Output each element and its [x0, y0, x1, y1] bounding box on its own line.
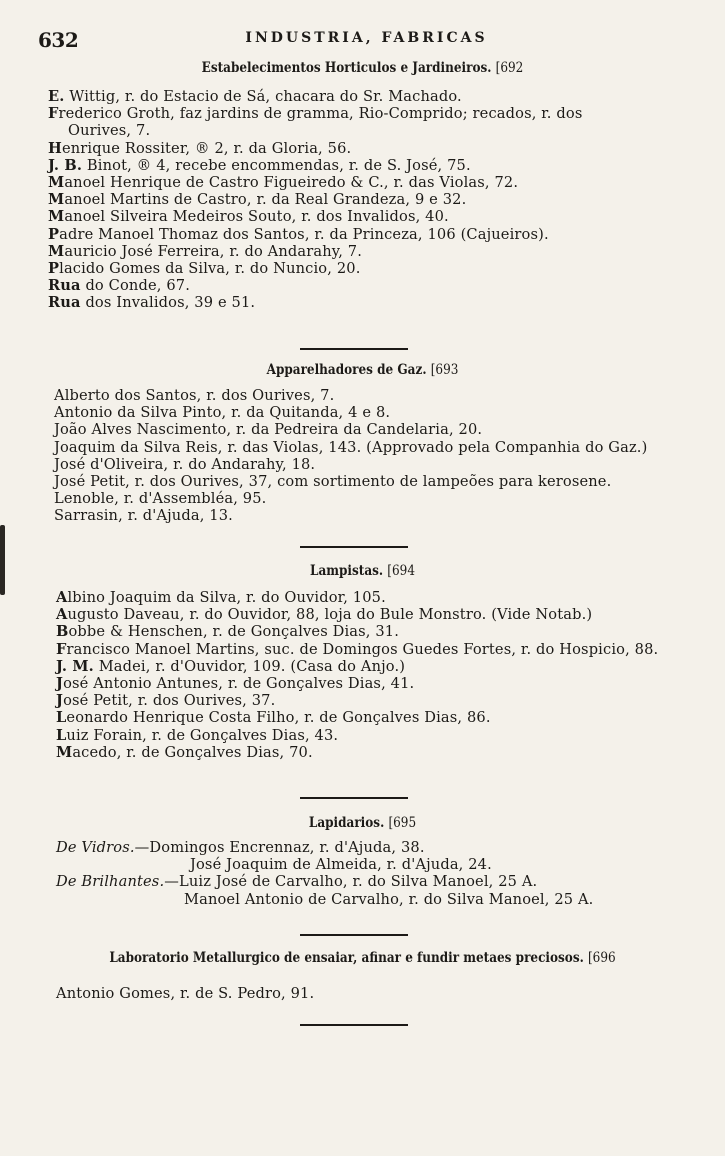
- list-item: [56, 589, 693, 606]
- entry-text: anoel Martins de Castro, r. da Real Grandeza, 9 e 32.: [64, 191, 467, 209]
- entry-text: obbe & Henschen, r. de Gonçalves Dias, 31.: [68, 623, 400, 641]
- entry-lead: L: [56, 709, 67, 727]
- section-entries-696: [56, 985, 693, 1002]
- section-title: Lapidarios.: [308, 815, 385, 831]
- entry-text: osé Antonio Antunes, r. de Gonçalves Dias, 41.: [63, 675, 415, 693]
- section-number: [693: [430, 362, 459, 378]
- section-number: [694: [387, 563, 415, 579]
- page-number: 632: [38, 28, 79, 52]
- entry-lead: A: [56, 589, 68, 606]
- list-item: [56, 675, 693, 692]
- entry-lead: F: [48, 105, 59, 123]
- list-item: [48, 226, 693, 243]
- entry-text: rederico Groth, faz jardins de gramma, Rio-Comprido; recados, r. dos: [58, 105, 583, 123]
- entry-text: Antonio Gomes, r. de S. Pedro, 91.: [56, 985, 315, 1002]
- section-heading-692: [51, 60, 675, 76]
- entry-text: Antonio da Silva Pinto, r. da Quitanda, 4 e 8.: [54, 404, 391, 422]
- entry-text: Lenoble, r. d'Assembléa, 95.: [54, 490, 267, 508]
- entry-lead: M: [48, 242, 65, 260]
- section-heading-693: [51, 362, 675, 378]
- binding-mark: [0, 525, 5, 595]
- list-item: [48, 277, 693, 294]
- list-item: [48, 260, 693, 277]
- entry-lead: M: [48, 174, 65, 192]
- entry-text: Alberto dos Santos, r. dos Ourives, 7.: [54, 387, 335, 404]
- entry-lead: H: [48, 139, 62, 157]
- section-entries-693: [54, 387, 693, 525]
- entry-lead: P: [48, 225, 60, 243]
- list-item: [54, 507, 693, 524]
- entry-text: anoel Silveira Medeiros Souto, r. dos Invalidos, 40.: [64, 208, 449, 226]
- section-number: [695: [388, 815, 417, 831]
- list-item: [54, 404, 693, 421]
- entry-text: João Alves Nascimento, r. da Pedreira da Candelaria, 20.: [54, 421, 483, 439]
- entry-text: adre Manoel Thomaz dos Santos, r. da Princeza, 106 (Cajueiros).: [59, 225, 549, 243]
- section-number: [692: [495, 60, 524, 76]
- list-item: [56, 658, 693, 675]
- section-entries-692: [48, 88, 693, 312]
- list-item: De Vidros.—Domingos Encrennaz, r. d'Ajuda, 38.: [56, 839, 425, 856]
- section-divider: [300, 934, 408, 936]
- entry-lead: Rua: [48, 277, 81, 295]
- entry-text: rancisco Manoel Martins, suc. de Domingos Guedes Fortes, r. do Hospicio, 88.: [66, 640, 659, 658]
- entry-text: Ourives, 7.: [68, 122, 151, 140]
- entry-text: anoel Henrique de Castro Figueiredo & C., r. das Violas, 72.: [64, 174, 519, 192]
- list-item: [48, 140, 693, 157]
- entry-lead: E.: [48, 88, 65, 105]
- section-heading-695: [51, 815, 675, 831]
- entry-text: lbino Joaquim da Silva, r. do Ouvidor, 105.: [67, 589, 386, 606]
- entry-text: uiz Forain, r. de Gonçalves Dias, 43.: [66, 726, 339, 744]
- list-item: [56, 744, 693, 761]
- entry-lead: B: [56, 623, 69, 641]
- list-item: [56, 641, 693, 658]
- list-item: [56, 623, 693, 640]
- list-item: De Brilhantes.—Luiz José de Carvalho, r. do Silva Manoel, 25 A.: [56, 873, 538, 891]
- section-divider: [300, 546, 408, 548]
- entry-lead: J. M.: [56, 657, 94, 675]
- list-item: [56, 606, 693, 623]
- section-entries-695: [56, 839, 693, 908]
- entry-lead: J. B.: [48, 156, 83, 174]
- list-item: [56, 985, 693, 1002]
- entry-text: lacido Gomes da Silva, r. do Nuncio, 20.: [59, 260, 361, 278]
- list-item: [54, 387, 693, 404]
- entry-lead: L: [56, 726, 67, 744]
- list-item: Manoel Antonio de Carvalho, r. do Silva Manoel, 25 A.: [184, 890, 594, 908]
- entry-text: José Petit, r. dos Ourives, 37, com sortimento de lampeões para kerosene.: [54, 473, 612, 491]
- list-item: [54, 439, 693, 456]
- entry-text: Madei, r. d'Ouvidor, 109. (Casa do Anjo.): [93, 657, 406, 675]
- entry-text: Sarrasin, r. d'Ajuda, 13.: [54, 507, 233, 525]
- entry-text: osé Petit, r. dos Ourives, 37.: [63, 692, 276, 710]
- entry-text: enrique Rossiter, ® 2, r. da Gloria, 56.: [61, 139, 352, 157]
- entry-text: José d'Oliveira, r. do Andarahy, 18.: [54, 455, 316, 473]
- list-item: José Joaquim de Almeida, r. d'Ajuda, 24.: [190, 856, 492, 874]
- entry-lead: F: [56, 640, 67, 658]
- section-divider: [300, 797, 408, 799]
- section-title: Laboratorio Metallurgico de ensaiar, afinar e fundir metaes preciosos.: [109, 950, 584, 966]
- list-item: [48, 294, 693, 311]
- list-item: [48, 105, 693, 122]
- list-item: [48, 243, 693, 260]
- list-item: [56, 727, 693, 744]
- entry-text: auricio José Ferreira, r. do Andarahy, 7.: [64, 242, 363, 260]
- entry-text: ugusto Daveau, r. do Ouvidor, 88, loja do Bule Monstro. (Vide Notab.): [67, 606, 593, 624]
- section-title: Apparelhadores de Gaz.: [266, 362, 427, 378]
- running-title: INDUSTRIA, FABRICAS: [245, 30, 488, 46]
- list-item: [54, 421, 693, 438]
- list-item: [48, 174, 693, 191]
- section-heading-694: [51, 563, 675, 579]
- entry-lead: J: [56, 675, 64, 693]
- list-item: [56, 709, 693, 726]
- section-entries-694: [56, 589, 693, 761]
- list-item: [48, 157, 693, 174]
- list-item: [48, 122, 693, 139]
- entry-lead: J: [56, 692, 64, 710]
- section-divider: [300, 1024, 408, 1026]
- entry-text: Wittig, r. do Estacio de Sá, chacara do Sr. Machado.: [64, 88, 462, 105]
- list-item: [48, 191, 693, 208]
- entry-lead: P: [48, 260, 60, 278]
- entry-text: Binot, ® 4, recebe encommendas, r. de S. José, 75.: [82, 156, 471, 174]
- section-number: [696: [587, 950, 616, 966]
- page-header: [38, 28, 695, 54]
- list-item: [56, 692, 693, 709]
- entry-lead: M: [56, 743, 73, 761]
- entry-text: do Conde, 67.: [80, 277, 190, 295]
- list-item: [48, 88, 693, 105]
- entry-text: eonardo Henrique Costa Filho, r. de Gonçalves Dias, 86.: [66, 709, 491, 727]
- section-heading-696: [51, 950, 675, 966]
- entry-lead: M: [48, 208, 65, 226]
- entry-lead: M: [48, 191, 65, 209]
- list-item: [48, 208, 693, 225]
- entry-text: acedo, r. de Gonçalves Dias, 70.: [72, 743, 313, 761]
- list-item: [54, 456, 693, 473]
- entry-lead: Rua: [48, 294, 81, 312]
- entry-text: dos Invalidos, 39 e 51.: [80, 294, 256, 312]
- list-item: [54, 473, 693, 490]
- section-divider: [300, 348, 408, 350]
- section-title: Estabelecimentos Horticulos e Jardineiros.: [201, 60, 492, 76]
- list-item: [54, 490, 693, 507]
- section-title: Lampistas.: [309, 563, 384, 579]
- entry-text: Joaquim da Silva Reis, r. das Violas, 143. (Approvado pela Companhia do Gaz.): [54, 438, 648, 456]
- entry-lead: A: [56, 606, 68, 624]
